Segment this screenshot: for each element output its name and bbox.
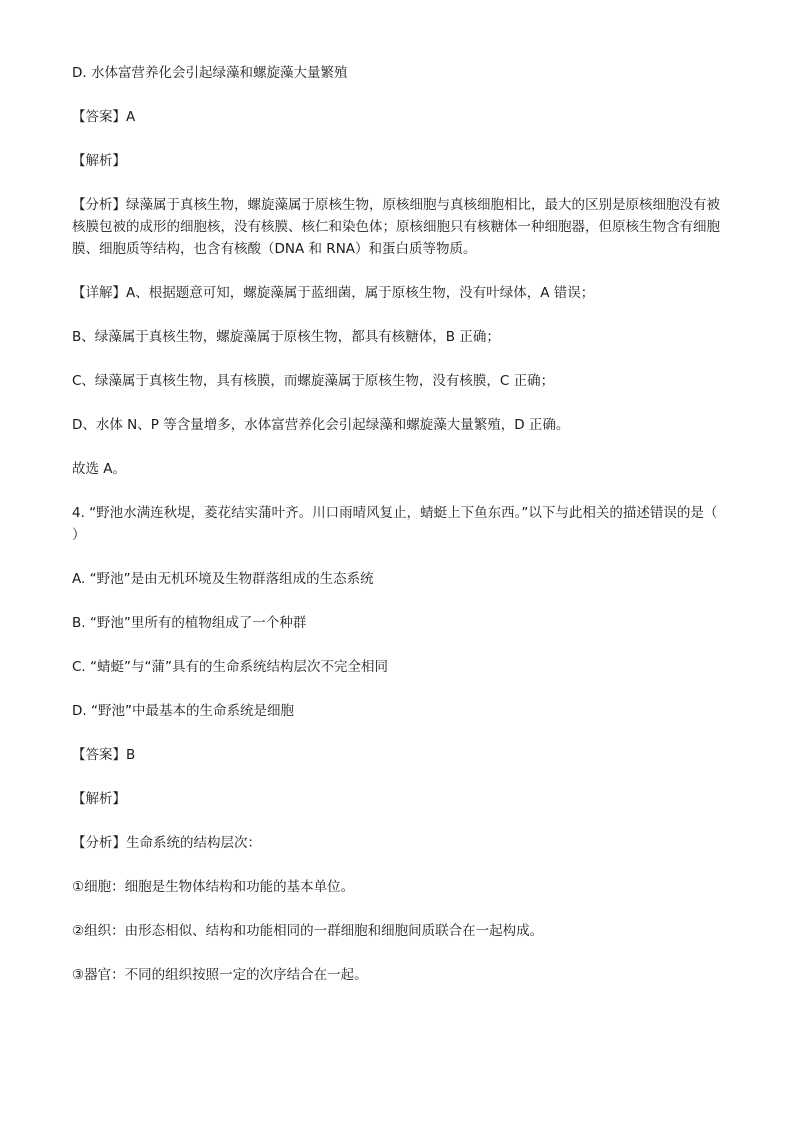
q3-detail-c: C、绿藻属于真核生物，具有核膜，而螺旋藻属于原核生物，没有核膜，C 正确； xyxy=(72,373,555,389)
q3-answer: 【答案】A xyxy=(72,109,136,125)
q3-jiexi-heading: 【解析】 xyxy=(72,153,126,169)
q3-detail-a: 【详解】A、根据题意可知，螺旋藻属于蓝细菌，属于原核生物，没有叶绿体，A 错误； xyxy=(72,285,595,301)
q3-detail-d: D、水体 N、P 等含量增多，水体富营养化会引起绿藻和螺旋藻大量繁殖，D 正确。 xyxy=(72,417,570,433)
q4-option-b: B. “野池”里所有的植物组成了一个种群 xyxy=(72,615,307,631)
q3-choice: 故选 A。 xyxy=(72,461,127,477)
q3-analysis: 【分析】绿藻属于真核生物，螺旋藻属于原核生物，原核细胞与真核细胞相比，最大的区别是原核细胞没有被核膜包被的成形的细胞核，没有核膜、核仁和染色体；原核细胞只有核糖体一种细胞器，但原核生物含有细胞膜、细胞质等结构，也含有核酸（DNA 和 RNA）和蛋白质等物质。 xyxy=(72,197,720,257)
q4-option-d: D. “野池”中最基本的生命系统是细胞 xyxy=(72,703,294,719)
q4-item-1: ①细胞：细胞是生物体结构和功能的基本单位。 xyxy=(72,879,355,895)
q4-answer: 【答案】B xyxy=(72,747,136,763)
q4-option-c: C. “蜻蜓”与“蒲”具有的生命系统结构层次不完全相同 xyxy=(72,659,388,675)
q4-stem: 4. “野池水满连秋堤，菱花结实蒲叶齐。川口雨晴风复止，蜻蜓上下鱼东西。”以下与此相关的描述错误的是（ ） xyxy=(72,505,745,543)
document-page xyxy=(72,62,745,1008)
q4-item-3: ③器官：不同的组织按照一定的次序结合在一起。 xyxy=(72,967,368,983)
q4-jiexi-heading: 【解析】 xyxy=(72,791,126,807)
q4-option-a: A. “野池”是由无机环境及生物群落组成的生态系统 xyxy=(72,571,374,587)
q4-item-2: ②组织：由形态相似、结构和功能相同的一群细胞和细胞间质联合在一起构成。 xyxy=(72,923,544,939)
q3-option-d: D. 水体富营养化会引起绿藻和螺旋藻大量繁殖 xyxy=(72,65,348,81)
q4-analysis: 【分析】生命系统的结构层次： xyxy=(72,835,261,851)
q3-detail-b: B、绿藻属于真核生物，螺旋藻属于原核生物，都具有核糖体，B 正确； xyxy=(72,329,500,345)
